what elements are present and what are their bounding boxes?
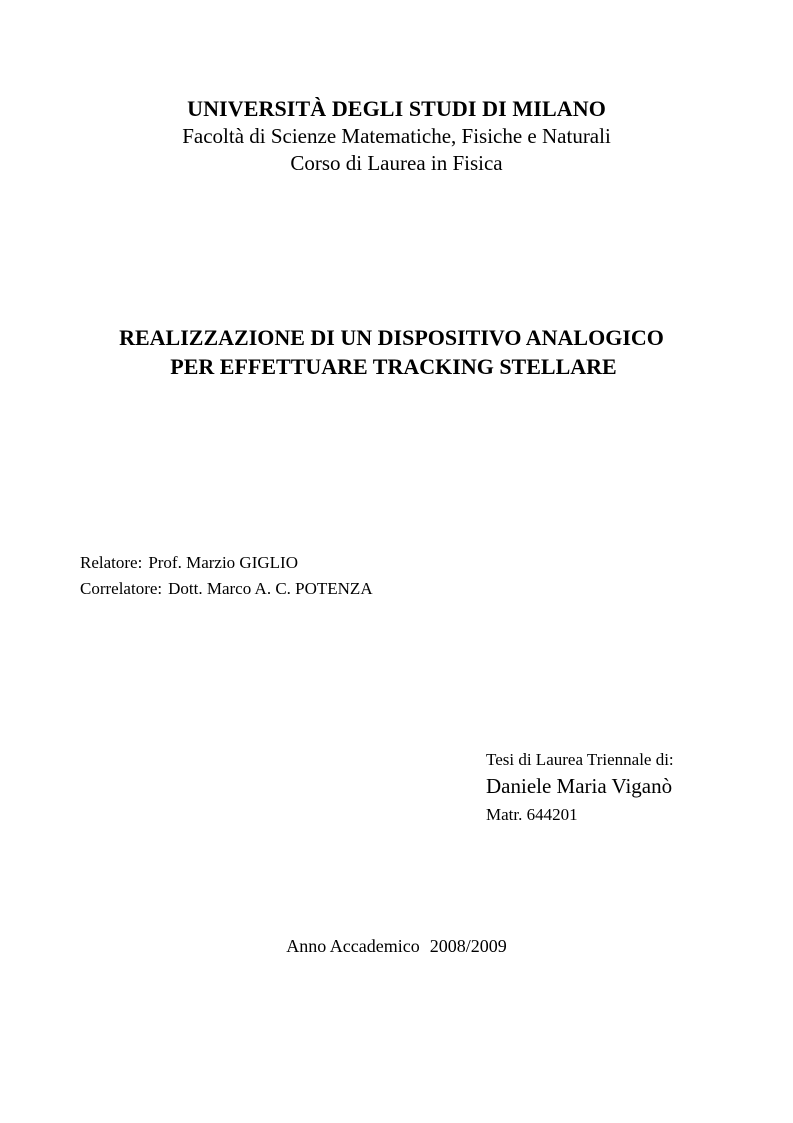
academic-year-value: 2008/2009 <box>429 936 507 956</box>
course-name: Corso di Laurea in Fisica <box>290 151 503 175</box>
advisors-block <box>80 550 373 602</box>
candidate-name: Daniele Maria Viganò <box>486 774 673 798</box>
relatore-label: Relatore: <box>80 553 143 572</box>
thesis-title-line-2: PER EFFETTUARE TRACKING STELLARE <box>170 354 617 379</box>
candidate-matricola: Matr. 644201 <box>486 805 578 824</box>
faculty-name: Facoltà di Scienze Matematiche, Fisiche e Naturali <box>182 124 611 148</box>
relatore-name: Prof. Marzio GIGLIO <box>148 553 298 572</box>
correlatore-label: Correlatore: <box>80 579 163 598</box>
relatore-row <box>80 550 373 576</box>
correlatore-name: Dott. Marco A. C. POTENZA <box>168 579 373 598</box>
correlatore-row <box>80 576 373 602</box>
academic-year-label: Anno Accademico <box>286 936 420 956</box>
academic-year <box>0 936 793 957</box>
candidate-label: Tesi di Laurea Triennale di: <box>486 750 674 769</box>
candidate-block <box>486 750 674 825</box>
thesis-title-line-1: REALIZZAZIONE DI UN DISPOSITIVO ANALOGICO <box>119 325 664 350</box>
university-name: UNIVERSITÀ DEGLI STUDI DI MILANO <box>187 96 606 121</box>
